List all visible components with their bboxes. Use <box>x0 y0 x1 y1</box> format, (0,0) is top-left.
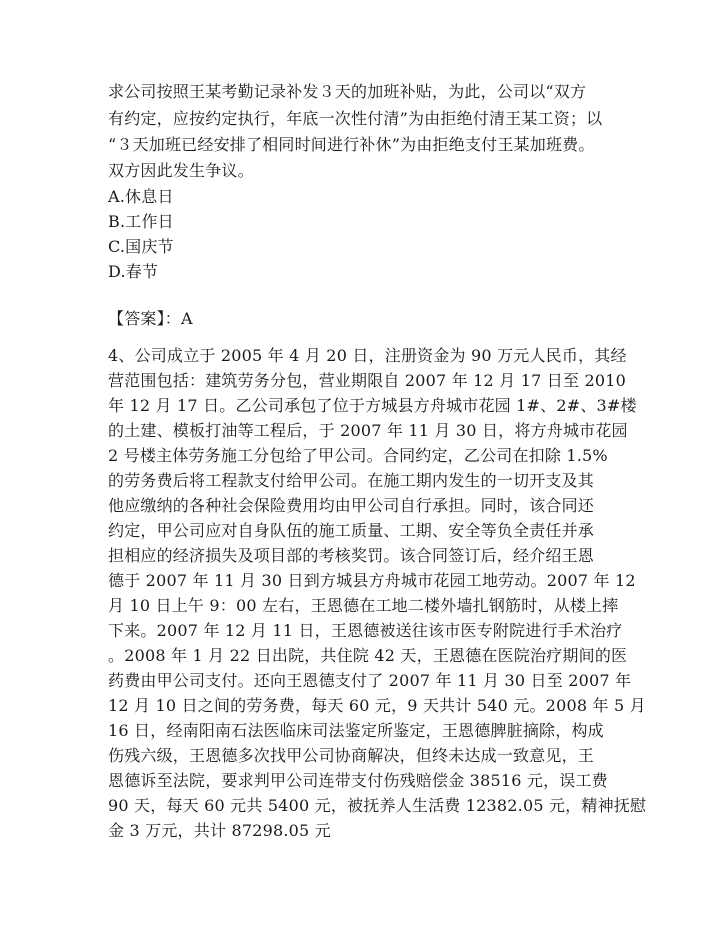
text-line: 月 10 日上午 9：00 左右，王恩德在工地二楼外墙扎钢筋时，从楼上摔 <box>108 596 619 615</box>
text-line: 伤残六级，王恩德多次找甲公司协商解决，但终未达成一致意见，王 <box>108 746 595 765</box>
text-line: 的劳务费后将工程款支付给甲公司。在施工期内发生的一切开支及其 <box>108 471 595 490</box>
text-line: 营范围包括：建筑劳务分包，营业期限自 2007 年 12 月 17 日至 2010 <box>108 371 626 390</box>
text-line: 他应缴纳的各种社会保险费用均由甲公司自行承担。同时，该合同还 <box>108 496 595 515</box>
text-line: 12 月 10 日之间的劳务费，每天 60 元，9 天共计 540 元。2008 年 5 月 <box>108 696 646 715</box>
text-line: 16 日，经南阳南石法医临床司法鉴定所鉴定，王恩德脾脏摘除，构成 <box>108 721 604 740</box>
text-line: 双方因此发生争议。 <box>108 161 254 180</box>
option-d: D.春节 <box>108 262 159 281</box>
text-line: 下来。2007 年 12 月 11 日，王恩德被送往该市医专附院进行手术治疗 <box>108 621 623 640</box>
text-line: 年 12 月 17 日。乙公司承包了位于方城县方舟城市花园 1#、2#、3#楼 <box>108 396 637 415</box>
text-line: 90 天，每天 60 元共 5400 元，被抚养人生活费 12382.05 元，精神抚慰 <box>108 796 647 815</box>
option-b: B.工作日 <box>108 212 174 231</box>
text-line: 德于 2007 年 11 月 30 日到方城县方舟城市花园工地劳动。2007 年 12 <box>108 571 636 590</box>
answer-line: 【答案】：A <box>108 309 193 328</box>
text-line: 2 号楼主体劳务施工分包给了甲公司。合同约定，乙公司在扣除 1.5% <box>108 446 608 465</box>
text-line: 金 3 万元，共计 87298.05 元 <box>108 821 331 840</box>
text-line: 求公司按照王某考勤记录补发３天的加班补贴，为此，公司以“双方 <box>108 82 587 101</box>
text-line: 约定，甲公司应对自身队伍的施工质量、工期、安全等负全责任并承 <box>108 521 595 540</box>
option-c: C.国庆节 <box>108 237 174 256</box>
text-line: “３天加班已经安排了相同时间进行补休”为由拒绝支付王某加班费。 <box>108 135 595 154</box>
text-line: 。2008 年 1 月 22 日出院，共住院 42 天，王恩德在医院治疗期间的医 <box>108 646 628 665</box>
text-line: 药费由甲公司支付。还向王恩德支付了 2007 年 11 月 30 日至 2007 年 <box>108 671 632 690</box>
text-line: 4、公司成立于 2005 年 4 月 20 日，注册资金为 90 万元人民币，其经 <box>108 346 627 365</box>
text-line: 担相应的经济损失及项目部的考核奖罚。该合同签订后，经介绍王恩 <box>108 546 595 565</box>
text-line: 的土建、模板打油等工程后，于 2007 年 11 月 30 日，将方舟城市花园 <box>108 421 628 440</box>
option-a: A.休息日 <box>108 187 174 206</box>
text-line: 有约定，应按约定执行，年底一次性付清”为由拒绝付清王某工资；以 <box>108 109 603 128</box>
text-line: 恩德诉至法院，要求判甲公司连带支付伤残赔偿金 38516 元，误工费 <box>108 771 608 790</box>
